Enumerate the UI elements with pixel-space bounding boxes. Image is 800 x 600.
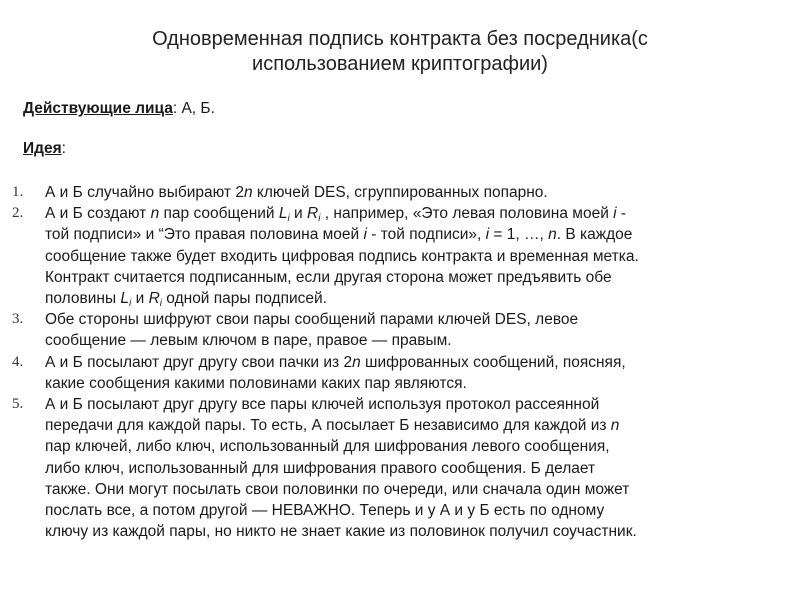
item-text: А и Б создают n пар сообщений $L_i$ и $R_i$ , например, «Это левая половина моей i - bbox=[45, 205, 627, 225]
slide-title bbox=[60, 27, 740, 77]
actors-label: Действующие лица bbox=[23, 100, 173, 117]
title-line-1: Одновременная подпись контракта без посредника(с bbox=[152, 28, 648, 50]
item-text: пар ключей, либо ключ, использованный для шифрования левого сообщения, bbox=[45, 438, 610, 456]
item-text: ключу из каждой пары, но никто не знает какие из половинок получил соучастник. bbox=[45, 523, 637, 541]
title-line-2: использованием криптографии) bbox=[252, 53, 548, 75]
item-text: той подписи» и “Это правая половина моей i - той подписи», i = 1, …, n. В каждое bbox=[45, 226, 633, 244]
idea-colon: : bbox=[61, 140, 66, 157]
item-text: какие сообщения какими половинами каких пар являются. bbox=[45, 374, 467, 392]
list-item bbox=[0, 352, 790, 394]
item-text: послать все, а потом другой — НЕВАЖНО. Теперь и у А и у Б есть по одному bbox=[45, 502, 605, 520]
item-text: А и Б случайно выбирают 2n ключей DES, сгруппированных попарно. bbox=[45, 184, 548, 201]
list-item bbox=[0, 182, 790, 203]
item-text: половины $L_i$ и $R_i$ одной пары подписей. bbox=[45, 290, 327, 310]
list-item bbox=[0, 309, 790, 351]
item-text: также. Они могут посылать свои половинки по очереди, или сначала один может bbox=[45, 480, 630, 498]
item-text: Обе стороны шифруют свои пары сообщений парами ключей DES, левое bbox=[45, 311, 579, 329]
idea-label: Идея bbox=[23, 140, 62, 157]
idea-heading bbox=[23, 139, 66, 159]
item-text: А и Б посылают друг другу свои пачки из 2n шифрованных сообщений, поясняя, bbox=[45, 353, 626, 371]
item-number: 5. bbox=[12, 396, 24, 413]
list-item bbox=[0, 394, 790, 542]
actors-colon: : bbox=[172, 100, 178, 117]
item-text: Контракт считается подписанным, если другая сторона может предъявить обе bbox=[45, 268, 612, 286]
item-number: 2. bbox=[12, 205, 24, 222]
steps-list bbox=[0, 182, 790, 542]
list-item bbox=[0, 203, 790, 309]
item-number: 4. bbox=[12, 353, 24, 370]
item-text: сообщение также будет входить цифровая подпись контракта и временная метка. bbox=[45, 247, 639, 265]
actors-value: А, Б. bbox=[177, 100, 215, 117]
item-number: 3. bbox=[12, 311, 24, 328]
item-text: сообщение — левым ключом в паре, правое — правым. bbox=[45, 332, 452, 350]
actors-line bbox=[23, 99, 215, 119]
item-text: А и Б посылают друг другу все пары ключей используя протокол рассеянной bbox=[45, 396, 600, 414]
item-number: 1. bbox=[12, 184, 24, 200]
item-text: передачи для каждой пары. То есть, А посылает Б независимо для каждой из n bbox=[45, 417, 620, 435]
item-text: либо ключ, использованный для шифрования правого сообщения. Б делает bbox=[45, 459, 596, 477]
